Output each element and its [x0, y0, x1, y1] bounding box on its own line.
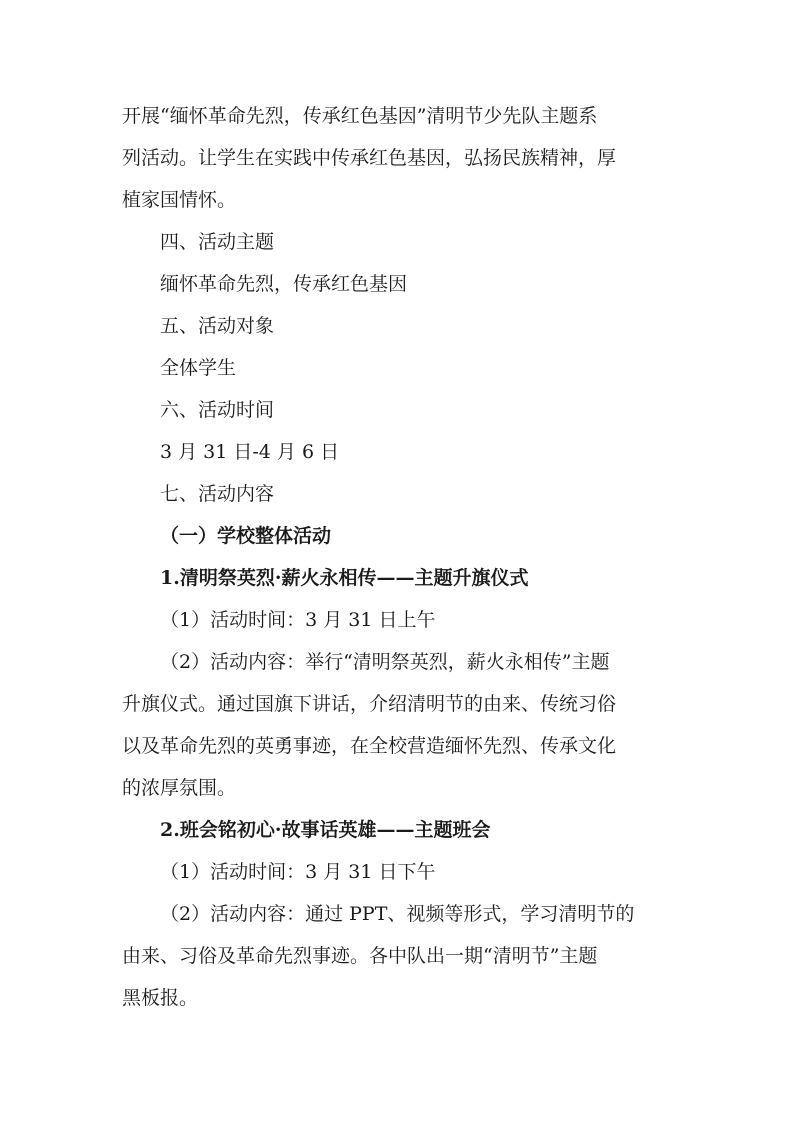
item-1-content-line-3: 以及革命先烈的英勇事迹，在全校营造缅怀先烈、传承文化 — [122, 735, 617, 757]
section-heading-7: 七、活动内容 — [160, 483, 275, 505]
intro-line-1: 开展“缅怀革命先烈，传承红色基因”清明节少先队主题系 — [122, 105, 598, 127]
section-heading-6: 六、活动时间 — [160, 399, 275, 421]
subsection-heading-1: （一）学校整体活动 — [160, 525, 332, 547]
intro-line-3: 植家国情怀。 — [122, 189, 237, 211]
section-content-6: 3 月 31 日-4 月 6 日 — [160, 441, 340, 463]
section-heading-4: 四、活动主题 — [160, 231, 275, 253]
item-1-content-line-2: 升旗仪式。通过国旗下讲话，介绍清明节的由来、传统习俗 — [122, 693, 617, 715]
item-1-content-line-1: （2）活动内容：举行“清明祭英烈，薪火永相传”主题 — [160, 651, 610, 673]
item-2-time: （1）活动时间：3 月 31 日下午 — [160, 861, 436, 883]
item-1-time: （1）活动时间：3 月 31 日上午 — [160, 609, 436, 631]
section-heading-5: 五、活动对象 — [160, 315, 275, 337]
item-2-content-line-3: 黑板报。 — [122, 987, 199, 1009]
item-2-title: 2.班会铭初心·故事话英雄——主题班会 — [160, 819, 491, 841]
item-2-content-line-2: 由来、习俗及革命先烈事迹。各中队出一期“清明节”主题 — [122, 945, 598, 967]
intro-line-2: 列活动。让学生在实践中传承红色基因，弘扬民族精神，厚 — [122, 147, 617, 169]
item-1-content-line-4: 的浓厚氛围。 — [122, 777, 237, 799]
item-2-content-line-1: （2）活动内容：通过 PPT、视频等形式，学习清明节的 — [160, 903, 635, 925]
section-content-4: 缅怀革命先烈，传承红色基因 — [160, 273, 408, 295]
item-1-title: 1.清明祭英烈·薪火永相传——主题升旗仪式 — [160, 567, 529, 589]
section-content-5: 全体学生 — [160, 357, 237, 379]
